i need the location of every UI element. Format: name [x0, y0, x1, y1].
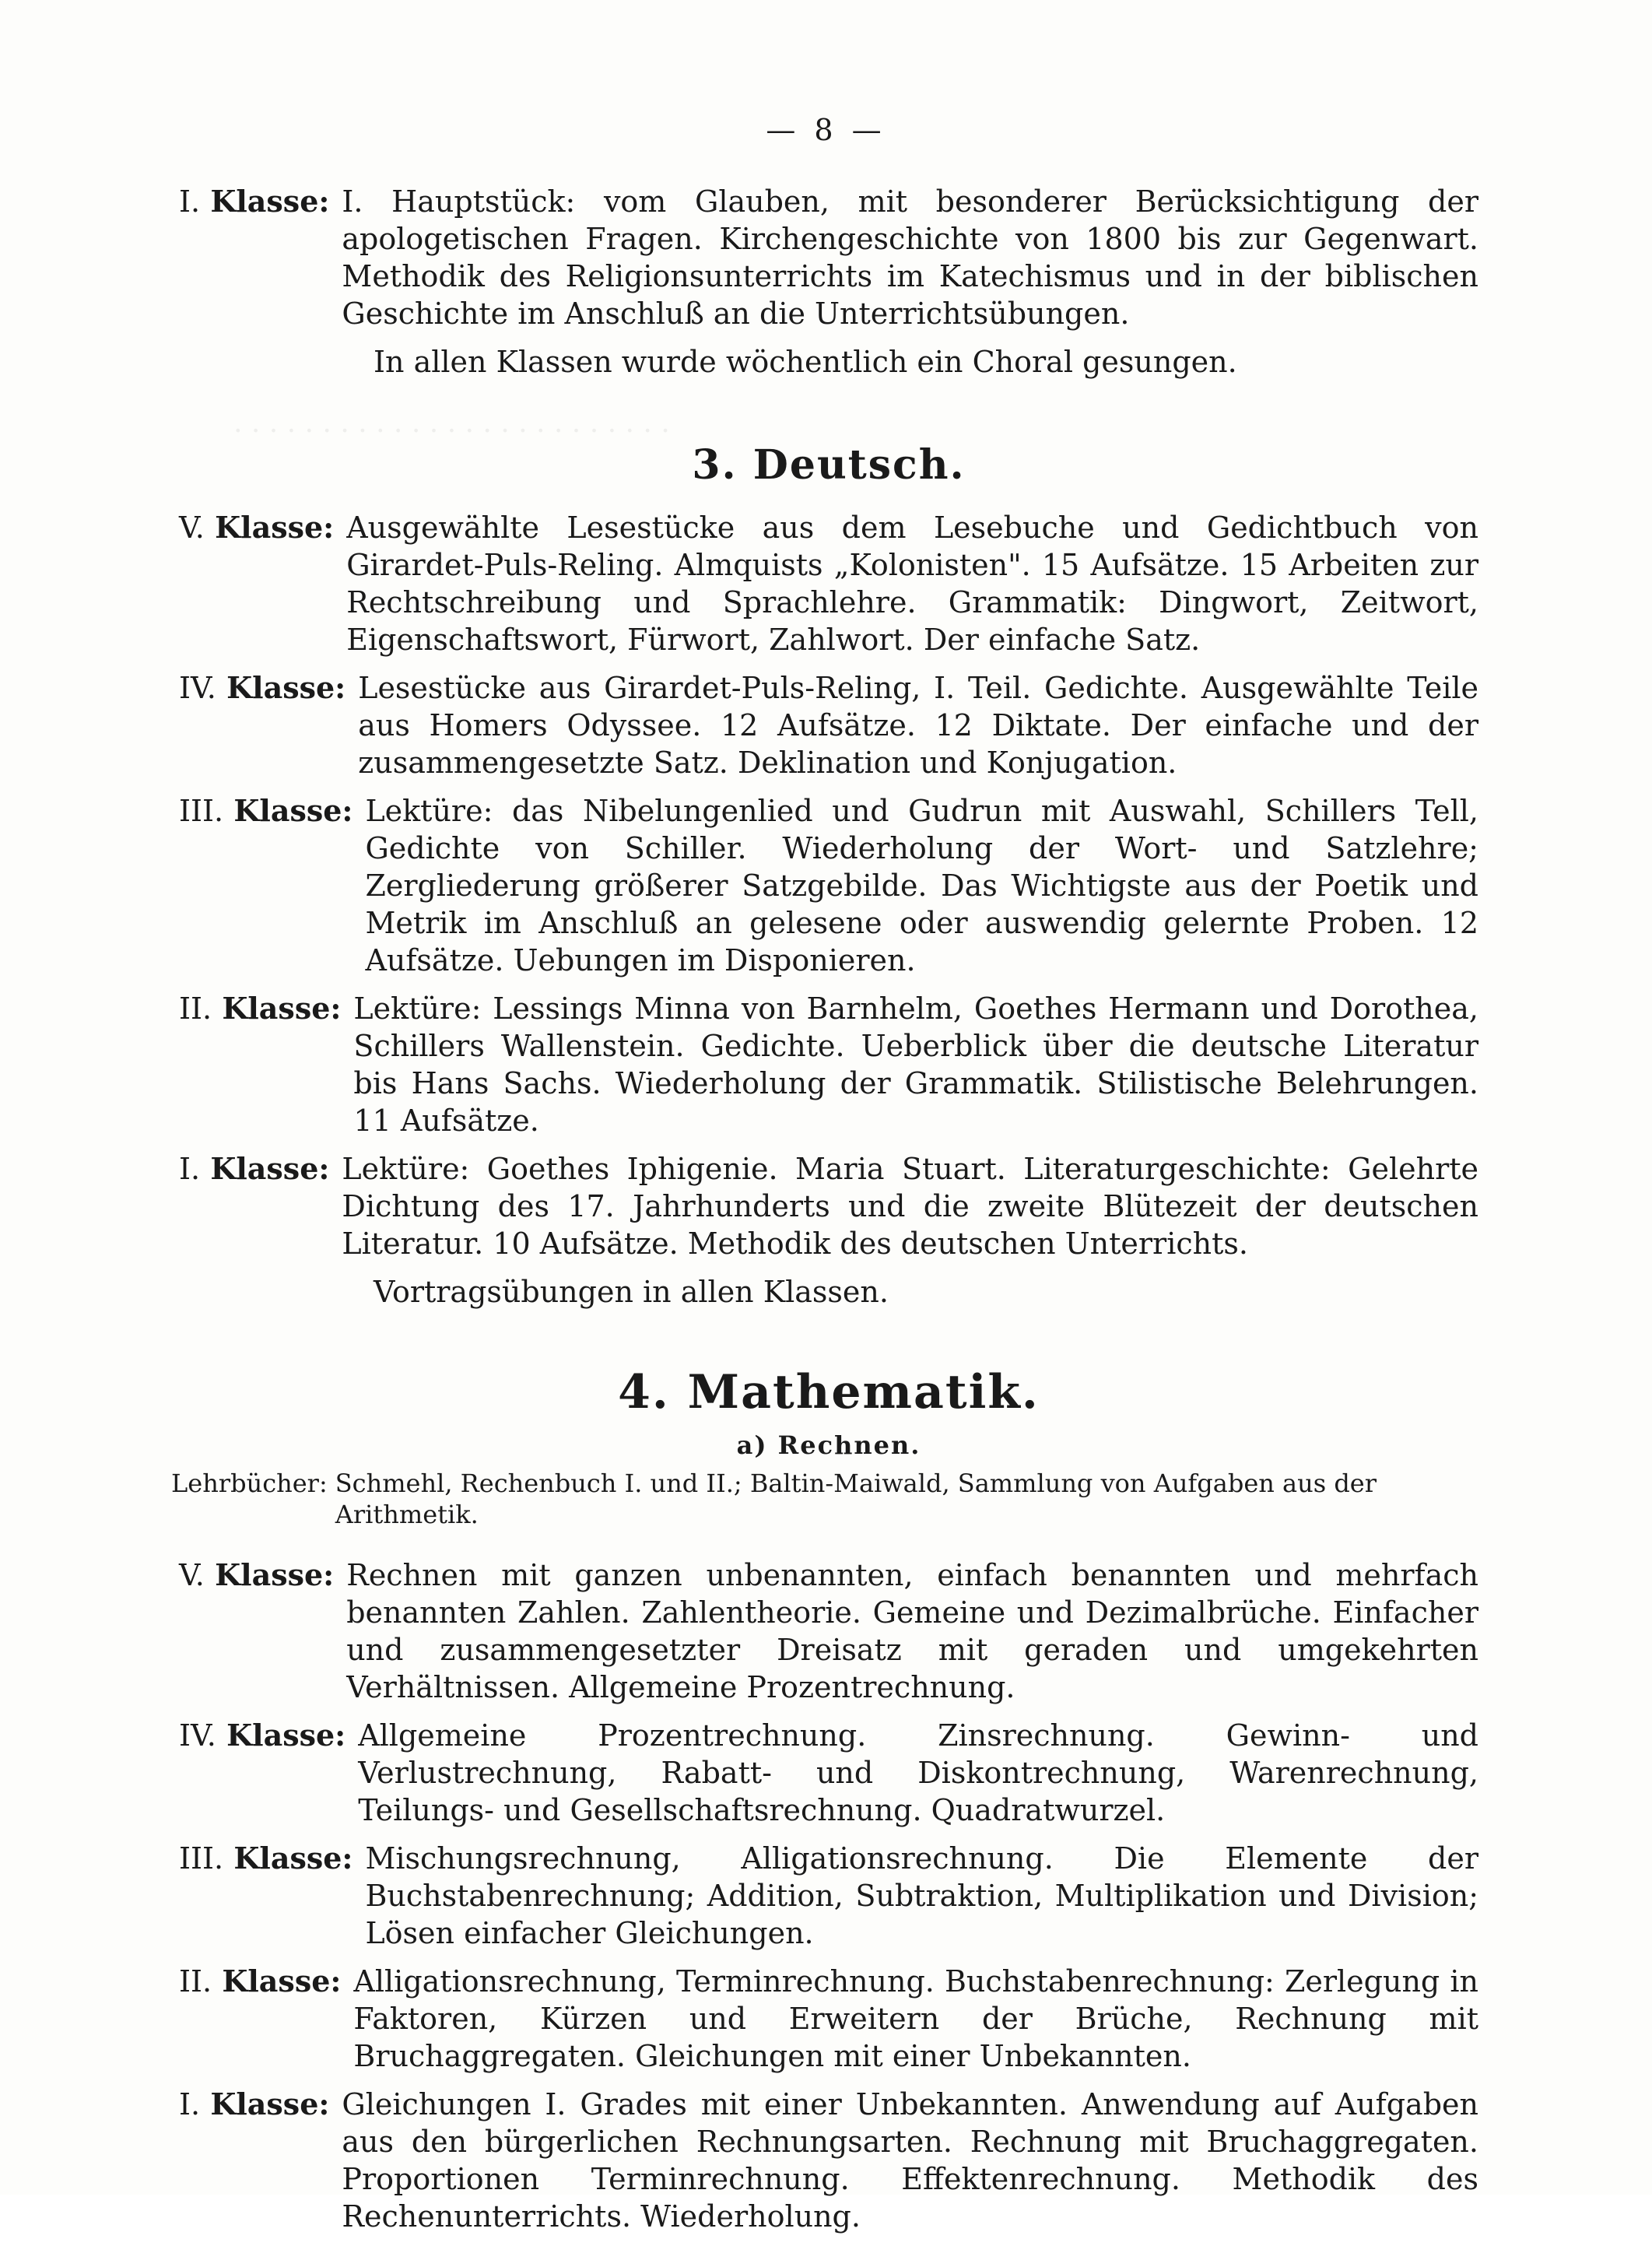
deutsch-entry-klasse-1 — [179, 1150, 1478, 1262]
mathematik-entry-klasse-5 — [179, 1556, 1478, 1706]
deutsch-entry-klasse-4 — [179, 669, 1478, 781]
entry-text: Lesestücke aus Girardet-Puls-Reling, I. Teil. Gedichte. Ausgewählte Teile aus Homers Odyssee. 12 Aufsätze. 12 Diktate. Der einfache und der zusammengesetzte Satz. Deklination und Konjugation. — [358, 671, 1478, 780]
religion-entry-klasse-1 — [179, 183, 1478, 332]
show-through-text: . . . . . . . . . . . . . . . . . . . . . . . . . — [233, 407, 670, 439]
klasse-label: IV. Klasse: — [179, 670, 346, 705]
entry-text: Gleichungen I. Grades mit einer Unbekannten. Anwendung auf Aufgaben aus den bürgerlichen Rechnungsarten. Rechnung mit Bruchaggregaten. Proportionen Terminrechnung. Effektenrechnung. Methodik des Rechenunterrichts. Wiederholung. — [342, 2087, 1478, 2234]
entry-text: Lektüre: Goethes Iphigenie. Maria Stuart. Literaturgeschichte: Gelehrte Dichtung des 17. Jahrhunderts und die zweite Blütezeit der deutschen Literatur. 10 Aufsätze. Methodik des deutschen Unterrichts. — [342, 1152, 1478, 1261]
klasse-label: I. Klasse: — [179, 1151, 330, 1186]
entry-text: Alligationsrechnung, Terminrechnung. Buchstabenrechnung: Zerlegung in Faktoren, Kürzen und Erweitern der Brüche, Rechnung mit Bruchaggregaten. Gleichungen mit einer Unbekannten. — [353, 1964, 1478, 2073]
page-content — [171, 183, 1478, 2246]
mathematik-entry-klasse-1 — [179, 2086, 1478, 2235]
klasse-label: V. Klasse: — [179, 1557, 335, 1592]
entry-text: Allgemeine Prozentrechnung. Zinsrechnung. Gewinn- und Verlustrechnung, Rabatt- und Diskontrechnung, Warenrechnung, Teilungs- und Gesellschaftsrechnung. Quadratwurzel. — [358, 1718, 1478, 1827]
mathematik-section — [171, 1365, 1478, 2235]
textbooks-text: Schmehl, Rechenbuch I. und II.; Baltin-Maiwald, Sammlung von Aufgaben aus der Arithmetik. — [335, 1469, 1377, 1529]
deutsch-section — [179, 441, 1478, 1311]
textbooks-label: Lehrbücher: — [171, 1469, 328, 1498]
deutsch-entry-klasse-3 — [179, 792, 1478, 979]
klasse-label: II. Klasse: — [179, 1963, 342, 1999]
mathematik-entry-klasse-4 — [179, 1717, 1478, 1829]
klasse-label: I. Klasse: — [179, 184, 330, 219]
klasse-label: I. Klasse: — [179, 2086, 330, 2121]
entry-text: Rechnen mit ganzen unbenannten, einfach benannten und mehrfach benannten Zahlen. Zahlentheorie. Gemeine und Dezimalbrüche. Einfacher und zusammengesetzter Dreisatz mit geraden und umgekehrten Verhältnissen. Allgemeine Prozentrechnung. — [346, 1558, 1478, 1704]
page-number: — 8 — — [766, 113, 886, 147]
entry-text: Lektüre: Lessings Minna von Barnhelm, Goethes Hermann und Dorothea, Schillers Wallenstein. Gedichte. Ueberblick über die deutsche Literatur bis Hans Sachs. Wiederholung der Grammatik. Stilistische Belehrungen. 11 Aufsätze. — [353, 991, 1478, 1138]
section-heading-mathematik: 4. Mathematik. — [618, 1365, 1040, 1420]
mathematik-entry-klasse-3 — [179, 1840, 1478, 1952]
klasse-label: III. Klasse: — [179, 793, 353, 828]
entry-text: Ausgewählte Lesestücke aus dem Lesebuche und Gedichtbuch von Girardet-Puls-Reling. Almquists „Kolonisten". 15 Aufsätze. 15 Arbeiten zur Rechtschreibung und Sprachlehre. Grammatik: Dingwort, Zeitwort, Eigenschaftswort, Fürwort, Zahlwort. Der einfache Satz. — [346, 511, 1478, 657]
deutsch-note: Vortragsübungen in allen Klassen. — [374, 1275, 889, 1309]
section-heading-deutsch: 3. Deutsch. — [692, 441, 966, 489]
subheading-rechnen: a) Rechnen. — [736, 1430, 921, 1460]
klasse-label: V. Klasse: — [179, 510, 335, 545]
deutsch-entry-klasse-5 — [179, 509, 1478, 658]
entry-text: Mischungsrechnung, Alligationsrechnung. Die Elemente der Buchstabenrechnung; Addition, Subtraktion, Multiplikation und Division; Lösen einfacher Gleichungen. — [365, 1841, 1478, 1950]
klasse-label: IV. Klasse: — [179, 1718, 346, 1753]
mathematik-entry-klasse-2 — [179, 1963, 1478, 2075]
religion-section-continuation — [179, 183, 1478, 381]
religion-note: In allen Klassen wurde wöchentlich ein Choral gesungen. — [374, 345, 1237, 379]
deutsch-entry-klasse-2 — [179, 990, 1478, 1139]
textbooks-line — [171, 1468, 1478, 1530]
entry-text: Lektüre: das Nibelungenlied und Gudrun mit Auswahl, Schillers Tell, Gedichte von Schiller. Wiederholung der Wort- und Satzlehre; Zergliederung größerer Satzgebilde. Das Wichtigste aus der Poetik und Metrik im Anschluß an gelesene oder auswendig gelernte Proben. 12 Aufsätze. Uebungen im Disponieren. — [365, 794, 1478, 977]
klasse-label: III. Klasse: — [179, 1841, 353, 1876]
entry-text: I. Hauptstück: vom Glauben, mit besonderer Berücksichtigung der apologetischen Fragen. Kirchengeschichte von 1800 bis zur Gegenwart. Methodik des Religionsunterrichts im Katechismus und in der biblischen Geschichte im Anschluß an die Unterrichtsübungen. — [342, 184, 1478, 331]
klasse-label: II. Klasse: — [179, 991, 342, 1026]
